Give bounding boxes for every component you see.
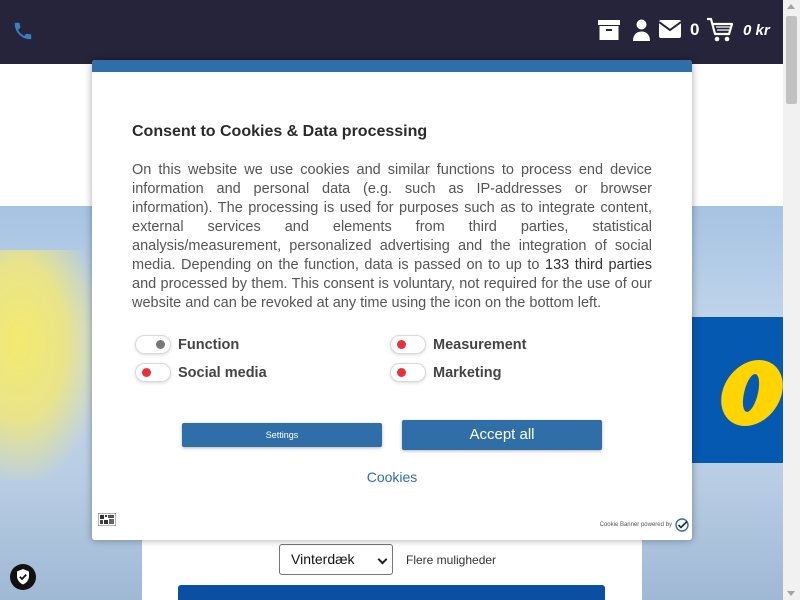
measurement-label: Measurement — [433, 336, 527, 353]
toggle-marketing[interactable] — [390, 363, 502, 382]
privacy-settings-button[interactable] — [10, 564, 36, 590]
marketing-switch[interactable] — [390, 363, 426, 382]
marketing-label: Marketing — [433, 364, 502, 381]
phone-icon[interactable] — [12, 20, 34, 42]
cookie-consent-dialog — [92, 60, 692, 540]
more-options-link[interactable]: Flere muligheder — [406, 553, 497, 567]
scroll-up-arrow-icon[interactable] — [787, 4, 795, 9]
social-media-label: Social media — [178, 364, 267, 381]
scroll-down-arrow-icon[interactable] — [787, 591, 795, 596]
function-label: Function — [178, 336, 240, 353]
third-parties-link[interactable]: 133 third parties — [545, 257, 652, 273]
toggle-social-media[interactable] — [135, 363, 267, 382]
cookies-link[interactable]: Cookies — [366, 469, 418, 485]
user-icon[interactable] — [633, 19, 650, 41]
archive-icon[interactable] — [598, 20, 620, 40]
dialog-body — [132, 161, 652, 313]
accept-all-button[interactable]: Accept all — [402, 420, 602, 450]
hero-yellow-accent — [0, 250, 100, 480]
function-switch[interactable] — [135, 335, 171, 354]
dialog-top-bar — [92, 60, 692, 72]
social-media-switch[interactable] — [135, 363, 171, 382]
cart-icon[interactable] — [706, 17, 734, 43]
toggle-function[interactable] — [135, 335, 239, 354]
scroll-thumb[interactable] — [786, 16, 797, 104]
season-select[interactable] — [279, 544, 393, 575]
page-scrollbar[interactable] — [783, 0, 800, 600]
toggle-measurement[interactable] — [390, 335, 526, 354]
cart-count[interactable]: 0 — [690, 20, 700, 39]
measurement-switch[interactable] — [390, 335, 426, 354]
dialog-title: Consent to Cookies & Data processing — [132, 123, 428, 140]
language-flag-icon[interactable] — [98, 513, 116, 526]
settings-button[interactable]: Settings — [182, 423, 382, 447]
consent-manager-logo-icon[interactable] — [675, 518, 689, 532]
powered-by-text[interactable]: Cookie Banner powered by — [599, 522, 672, 528]
cart-total[interactable]: 0 kr — [743, 22, 770, 39]
mail-icon[interactable] — [659, 20, 681, 38]
dialog-body-text-1: On this website we use cookies and similar functions to process end device information and personal data (e.g. such as IP-addresses or browser information). The processing is used for purposes such as to integrate content, external services and elements from third parties, statistical analysis/measurement, personalized advertising and the integration of social media. Depending on the function, data is passed on to up to — [132, 162, 652, 273]
top-header-bar — [0, 0, 783, 64]
season-select-value: Vinterdæk — [291, 551, 355, 567]
shield-check-icon — [10, 564, 36, 590]
dialog-body-text-2: and processed by them. This consent is voluntary, not required for the use of our website and can be revoked at any time using the icon on the bottom left. — [132, 276, 652, 311]
search-button[interactable] — [178, 585, 605, 600]
chevron-down-icon — [378, 555, 388, 565]
